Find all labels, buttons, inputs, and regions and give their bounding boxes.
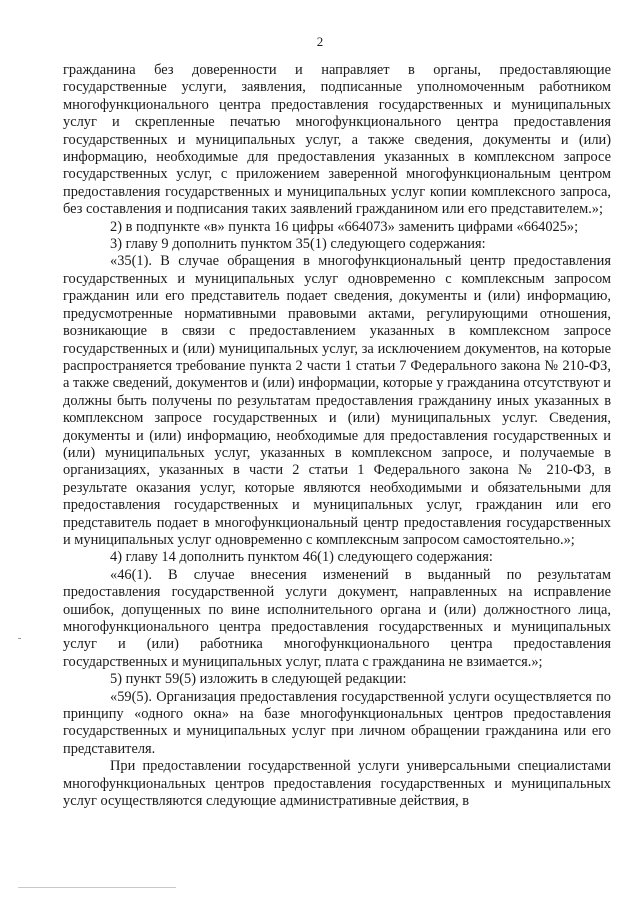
paragraph-clause-46-1: «46(1). В случае внесения изменений в выданный по результатам предоставления государственной услуги документ, направленных на исправление ошибок, допущенных по вине исполнительного органа и (или) должностного лица, многофункционального центра предоставления государственных и муниципальных услуг и (или) работника многофункционального центра предоставления государственных и муниципальных услуг, плата с гражданина не взимается.»;	[63, 566, 611, 670]
paragraph-clause-59-5: «59(5). Организация предоставления государственной услуги осуществляется по принципу «одного окна» на базе многофункциональных центров предоставления государственных и муниципальных услуг при личном обращении гражданина или его представителя.	[63, 688, 611, 757]
paragraph-clause-35-1: «35(1). В случае обращения в многофункциональный центр предоставления государственных и муниципальных услуг одновременно с комплексным запросом гражданин или его представитель подает сведения, документы и (или) информацию, предусмотренные нормативными правовыми актами, регулирующими отношения, возникающие в связи с предоставлением указанных в комплексном запросе государственных и (или) муниципальных услуг, за исключением документов, на которые распространяется требование пункта 2 части 1 статьи 7 Федерального закона № 210-ФЗ, а также сведений, документов и (или) информации, которые у гражданина отсутствуют и должны быть получены по результатам предоставления гражданину иных указанных в комплексном запросе государственных и (или) муниципальных услуг. Сведения, документы и (или) информацию, необходимые для предоставления государственных и (или) муниципальных услуг, указанных в комплексном запросе, и получаемые в организациях, указанных в части 2 статьи 1 Федерального закона № 210-ФЗ, в результате оказания услуг, которые являются необходимыми и обязательными для предоставления государственных и муниципальных услуг, гражданин или его представитель подает в многофункциональный центр предоставления государственных и муниципальных услуг одновременно с комплексным запросом самостоятельно.»;	[63, 253, 611, 548]
margin-mark	[18, 638, 21, 639]
page-number: 2	[316, 34, 324, 49]
paragraph-item-5: 5) пункт 59(5) изложить в следующей редакции:	[110, 671, 407, 688]
document-body	[63, 62, 611, 810]
paragraph-item-2: 2) в подпункте «в» пункта 16 цифры «664073» заменить цифрами «664025»;	[110, 218, 579, 235]
footer-divider	[18, 887, 176, 888]
paragraph-item-3: 3) главу 9 дополнить пунктом 35(1) следующего содержания:	[110, 236, 486, 253]
paragraph-universal-specialists: При предоставлении государственной услуги универсальными специалистами многофункциональных центров предоставления государственных и муниципальных услуг осуществляются следующие административные действия, в	[63, 758, 611, 810]
paragraph-continuation: гражданина без доверенности и направляет в органы, предоставляющие государственные услуги, заявления, подписанные уполномоченным работником многофункционального центра предоставления государственных и муниципальных услуг и скрепленные печатью многофункционального центра предоставления государственных и муниципальных услуг, а также сведения, документы и (или) информацию, необходимые для предоставления указанных в комплексном запросе государственных услуг, с приложением заверенной многофункциональным центром предоставления государственных и муниципальных услуг копии комплексного запроса, без составления и подписания таких заявлений гражданином или его представителем.»;	[63, 62, 611, 218]
paragraph-item-4: 4) главу 14 дополнить пунктом 46(1) следующего содержания:	[110, 549, 493, 566]
